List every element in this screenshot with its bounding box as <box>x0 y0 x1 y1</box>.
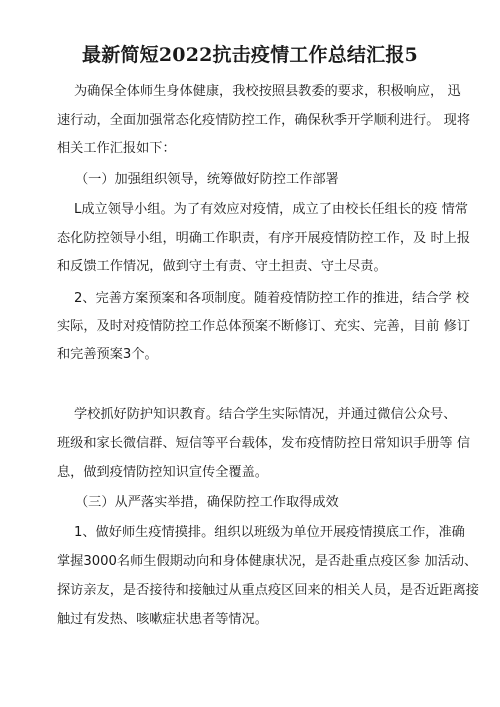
paragraph-line: 态化防控领导小组，明确工作职责，有序开展疫情防控工作，及 时上报 <box>57 231 471 246</box>
paragraph-line: 实际，及时对疫情防控工作总体预案不断修订、充实、完善，目前 修订 <box>57 319 471 334</box>
paragraph-line: 触过有发热、咳嗽症状患者等情况。 <box>57 612 268 627</box>
paragraph-line: L成立领导小组。为了有效应对疫情，成立了由校长任组长的疫 情常 <box>74 202 468 217</box>
section-heading-line: （一）加强组织领导，统筹做好防控工作部署 <box>75 172 339 187</box>
paragraph-line: 为确保全体师生身体健康，我校按照县教委的要求，积极响应， 迅 <box>74 84 461 99</box>
paragraph-line: 探访亲友，是否接待和接触过从重点疫区回来的相关人员，是否近距离接 <box>57 583 479 598</box>
paragraph-line: 和反馈工作情况，做到守土有责、守土担责、守土尽责。 <box>57 259 387 274</box>
paragraph-line: 相关工作汇报如下： <box>57 141 176 156</box>
paragraph-line: 掌握3000名师生假期动向和身体健康状况，是否赴重点疫区参 加活动、 <box>57 554 478 569</box>
section-heading-line: （三）从严落实举措，确保防控工作取得成效 <box>75 495 339 510</box>
paragraph-line: 速行动，全面加强常态化疫情防控工作，确保秋季开学顺利进行。 现将 <box>57 113 471 128</box>
paragraph-line: 2、完善方案预案和各项制度。随着疫情防控工作的推进，结合学 校 <box>74 291 470 306</box>
paragraph-line: 和完善预案3个。 <box>57 347 158 362</box>
document-title: 最新简短2022抗击疫情工作总结汇报5 <box>82 44 418 66</box>
paragraph-line: 班级和家长微信群、短信等平台载体，发布疫情防控日常知识手册等 信 <box>57 436 471 451</box>
paragraph-line: 息，做到疫情防控知识宣传全覆盖。 <box>57 465 268 480</box>
paragraph-line: 1、做好师生疫情摸排。组织以班级为单位开展疫情摸底工作，准确 <box>74 525 465 540</box>
paragraph-line: 学校抓好防护知识教育。结合学生实际情况，并通过微信公众号、 <box>74 407 457 422</box>
